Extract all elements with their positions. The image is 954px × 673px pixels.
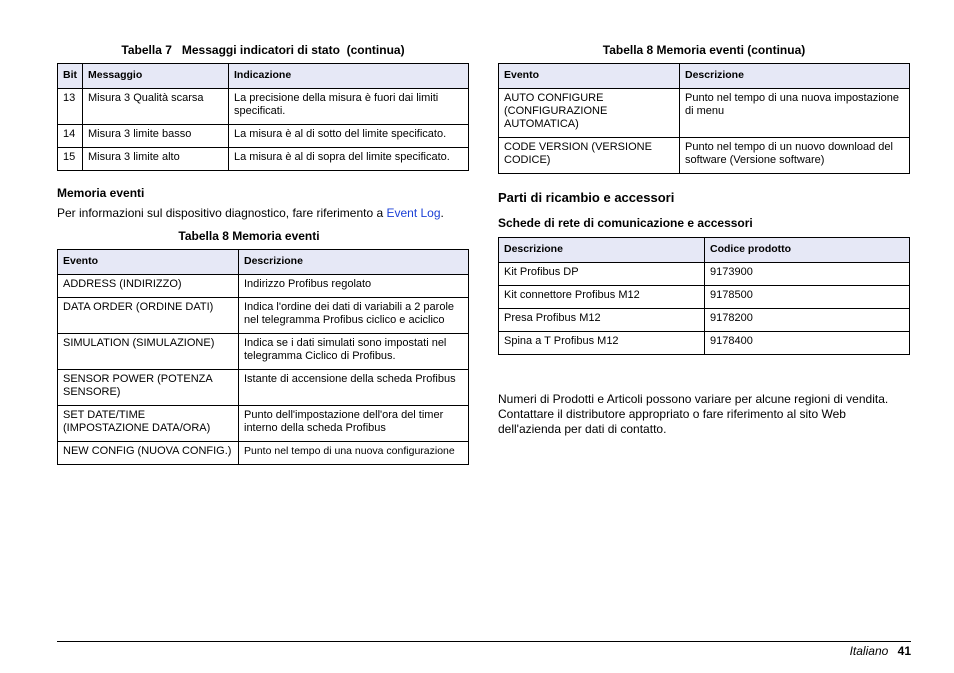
table8-header: Descrizione <box>239 250 469 275</box>
memoria-eventi-heading: Memoria eventi <box>57 186 145 200</box>
table8-continued-header-row <box>499 64 910 89</box>
table-cell: Misura 3 Qualità scarsa <box>83 89 229 125</box>
parts-table <box>498 237 910 355</box>
table-row <box>499 286 910 309</box>
table-row <box>499 138 910 174</box>
table-cell: 13 <box>58 89 83 125</box>
table7-header-row <box>58 64 469 89</box>
parts-table-header: Codice prodotto <box>705 238 910 263</box>
table-cell: 9173900 <box>705 263 910 286</box>
table8-continued-header: Descrizione <box>680 64 910 89</box>
left-column <box>57 43 469 465</box>
footer-rule <box>57 641 911 642</box>
table-cell: Punto nel tempo di un nuovo download del software (Versione software) <box>680 138 910 174</box>
page-number: 41 <box>897 644 911 658</box>
table-row <box>58 275 469 298</box>
parts-table-header: Descrizione <box>499 238 705 263</box>
table7 <box>57 63 469 171</box>
parts-table-header-row <box>499 238 910 263</box>
table7-caption: Tabella 7 Messaggi indicatori di stato (continua) <box>121 43 405 57</box>
memoria-text: Per informazioni sul dispositivo diagnostico, fare riferimento a <box>57 206 387 220</box>
table-cell: Istante di accensione della scheda Profibus <box>239 370 469 406</box>
table-row <box>499 263 910 286</box>
table-cell: DATA ORDER (ORDINE DATI) <box>58 298 239 334</box>
table-row <box>499 309 910 332</box>
table-row <box>58 89 469 125</box>
table-cell: Punto nel tempo di una nuova configurazione <box>239 442 469 465</box>
table-cell: Indica l'ordine dei dati di variabili a 2 parole nel telegramma Profibus ciclico e aciclico <box>239 298 469 334</box>
table-cell: La precisione della misura è fuori dai limiti specificati. <box>229 89 469 125</box>
table-cell: 14 <box>58 125 83 148</box>
table-cell: AUTO CONFIGURE (CONFIGURAZIONE AUTOMATICA) <box>499 89 680 138</box>
table-cell: Indirizzo Profibus regolato <box>239 275 469 298</box>
table-cell: Misura 3 limite basso <box>83 125 229 148</box>
memoria-text-end: . <box>440 206 444 220</box>
table-row <box>499 89 910 138</box>
event-log-link[interactable]: Event Log <box>386 206 441 220</box>
table8-header-row <box>58 250 469 275</box>
table-row <box>499 332 910 355</box>
table-cell: Indica se i dati simulati sono impostati nel telegramma Ciclico di Profibus. <box>239 334 469 370</box>
table7-header: Bit <box>58 64 83 89</box>
table-cell: Kit Profibus DP <box>499 263 705 286</box>
parti-subheading: Schede di rete di comunicazione e accessori <box>498 216 753 230</box>
table-cell: Punto dell'impostazione dell'ora del timer interno della scheda Profibus <box>239 406 469 442</box>
table-cell: SET DATE/TIME (IMPOSTAZIONE DATA/ORA) <box>58 406 239 442</box>
table-cell: SENSOR POWER (POTENZA SENSORE) <box>58 370 239 406</box>
table-row <box>58 148 469 171</box>
table7-header: Messaggio <box>83 64 229 89</box>
table-cell: 15 <box>58 148 83 171</box>
table-cell: ADDRESS (INDIRIZZO) <box>58 275 239 298</box>
table-cell: Presa Profibus M12 <box>499 309 705 332</box>
table-cell: CODE VERSION (VERSIONE CODICE) <box>499 138 680 174</box>
table-cell: Spina a T Profibus M12 <box>499 332 705 355</box>
table-row <box>58 406 469 442</box>
table-cell: Punto nel tempo di una nuova impostazione di menu <box>680 89 910 138</box>
availability-note: Numeri di Prodotti e Articoli possono variare per alcune regioni di vendita. Contattare il distributore appropriato o fare riferimento al sito Web dell'azienda per dati di contatto. <box>498 392 889 436</box>
table-row <box>58 370 469 406</box>
table-row <box>58 334 469 370</box>
table-cell: Misura 3 limite alto <box>83 148 229 171</box>
memoria-eventi-paragraph <box>57 206 469 221</box>
table-cell: 9178400 <box>705 332 910 355</box>
table8-header: Evento <box>58 250 239 275</box>
table-row <box>58 442 469 465</box>
table-cell: La misura è al di sotto del limite specificato. <box>229 125 469 148</box>
parti-heading: Parti di ricambio e accessori <box>498 190 675 205</box>
table-cell: Kit connettore Profibus M12 <box>499 286 705 309</box>
table8-caption: Tabella 8 Memoria eventi <box>178 229 320 243</box>
table-cell: SIMULATION (SIMULAZIONE) <box>58 334 239 370</box>
right-column <box>498 43 910 437</box>
table-cell: 9178200 <box>705 309 910 332</box>
table-cell: 9178500 <box>705 286 910 309</box>
table8-continued <box>498 63 910 174</box>
table-row <box>58 298 469 334</box>
table8 <box>57 249 469 465</box>
table8-continued-header: Evento <box>499 64 680 89</box>
footer-language: Italiano <box>849 644 889 658</box>
table-row <box>58 125 469 148</box>
table-cell: La misura è al di sopra del limite specificato. <box>229 148 469 171</box>
page-footer <box>850 644 911 658</box>
table7-header: Indicazione <box>229 64 469 89</box>
table8-continued-caption: Tabella 8 Memoria eventi (continua) <box>602 43 806 57</box>
table-cell: NEW CONFIG (NUOVA CONFIG.) <box>58 442 239 465</box>
